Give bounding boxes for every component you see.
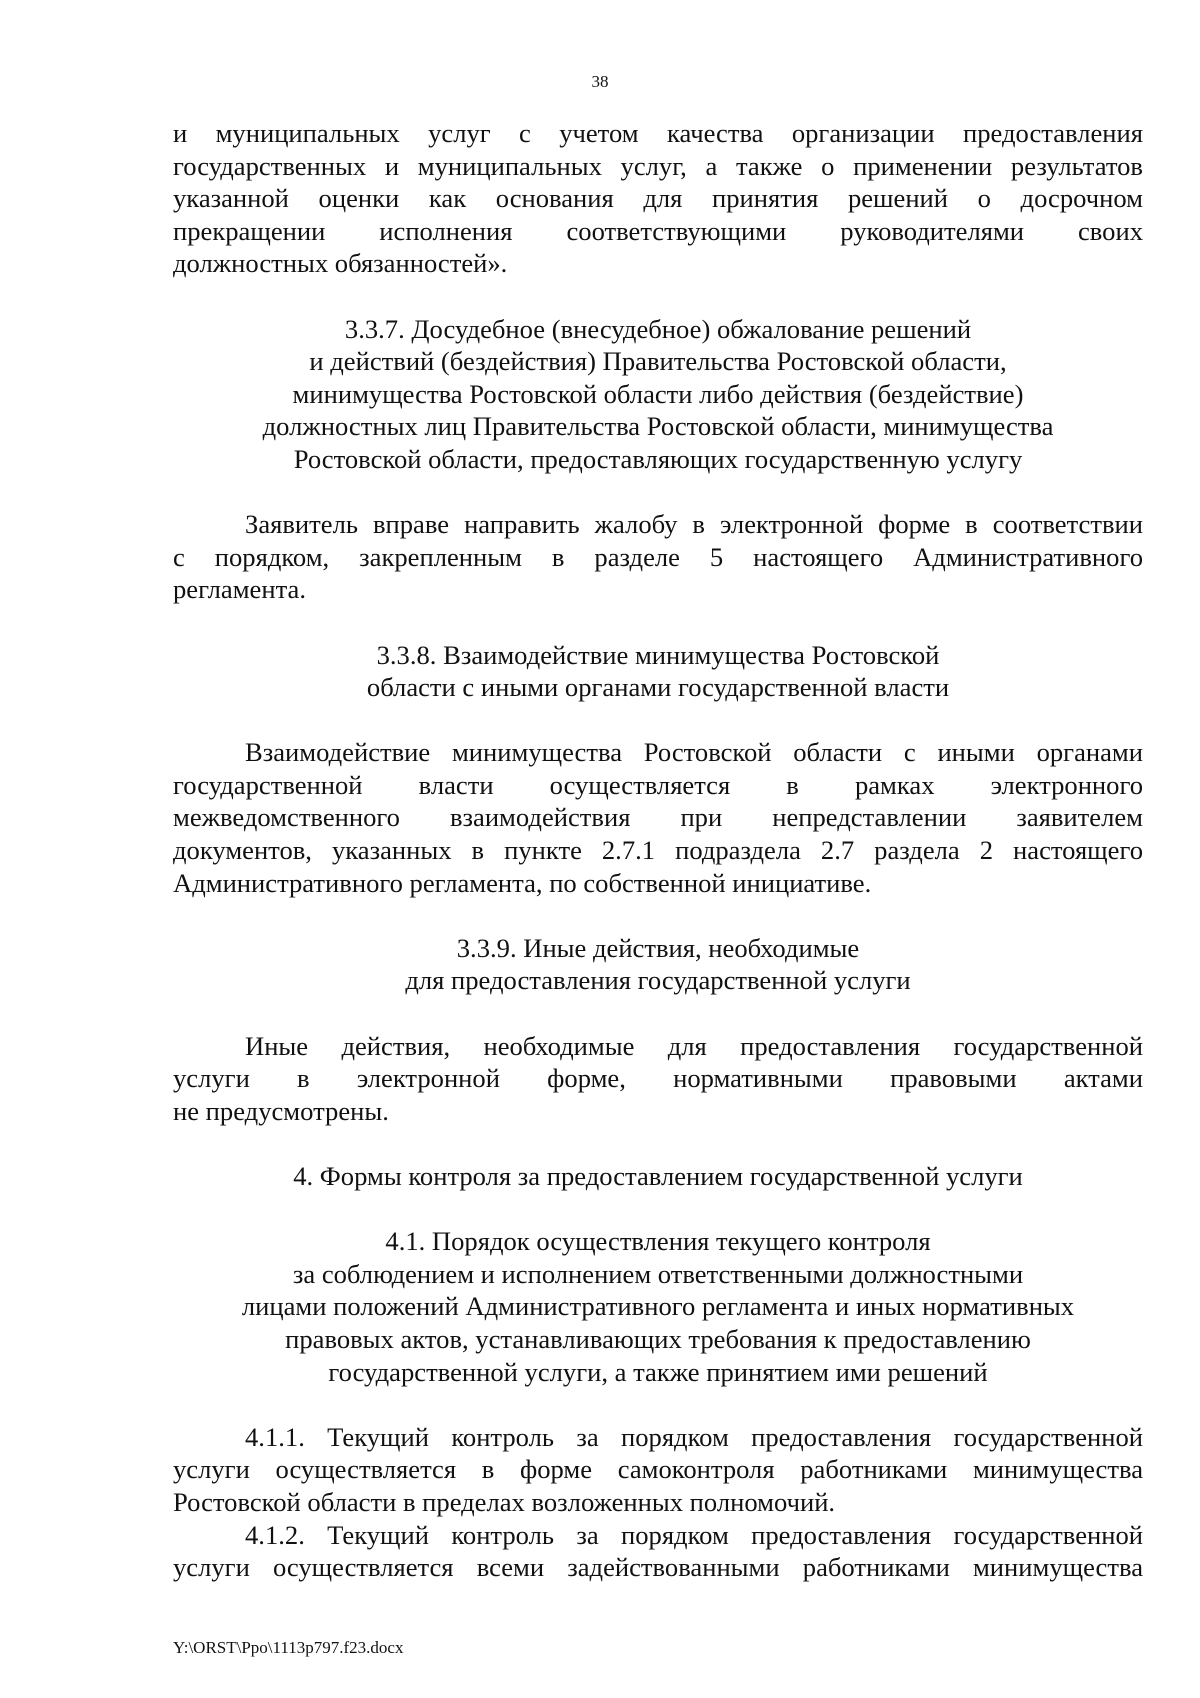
text-line: 4.1.2. Текущий контроль за порядком предоставления государственной	[245, 1519, 1143, 1550]
paragraph-4-1-2	[173, 1519, 1143, 1584]
heading-line: и действий (бездействия) Правительства Ростовской области,	[309, 346, 1007, 377]
paragraph-continuation	[173, 117, 1143, 280]
paragraph-other-actions	[173, 1030, 1143, 1128]
text-line: с порядком, закрепленным в разделе 5 настоящего Административного	[173, 541, 1143, 572]
heading-line: 3.3.8. Взаимодействие минимущества Ростовской	[376, 639, 940, 670]
text-line: регламента.	[173, 574, 306, 605]
heading-line: правовых актов, устанавливающих требования к предоставлению	[285, 1323, 1031, 1354]
text-line: Административного регламента, по собственной инициативе.	[173, 867, 872, 898]
paragraph-4-1-1	[173, 1421, 1143, 1519]
paragraph-complaint	[173, 508, 1143, 606]
paragraph-interaction	[173, 736, 1143, 899]
section-heading-3-3-7	[173, 313, 1143, 476]
text-line: документов, указанных в пункте 2.7.1 подраздела 2.7 раздела 2 настоящего	[173, 835, 1143, 866]
text-line: 4.1.1. Текущий контроль за порядком предоставления государственной	[245, 1421, 1143, 1452]
section-heading-3-3-9	[173, 932, 1143, 997]
text-line: услуги осуществляется в форме самоконтроля работниками минимущества	[173, 1454, 1143, 1485]
text-line: межведомственного взаимодействия при непредставлении заявителем	[173, 802, 1143, 833]
page-number: 38	[591, 72, 609, 91]
heading-line: за соблюдением и исполнением ответственными должностными	[292, 1258, 1024, 1289]
heading-line: должностных лиц Правительства Ростовской области, минимущества	[262, 411, 1054, 442]
heading-line: 3.3.9. Иные действия, необходимые	[456, 932, 860, 963]
text-line: услуги в электронной форме, нормативными правовыми актами	[173, 1063, 1143, 1094]
text-line: государственной власти осуществляется в рамках электронного	[173, 769, 1143, 800]
document-body	[173, 117, 1143, 1584]
file-path-footer: Y:\ORST\Ppo\1113p797.f23.docx	[173, 1638, 404, 1657]
text-line: Ростовской области в пределах возложенных полномочий.	[173, 1486, 836, 1517]
text-line: Взаимодействие минимущества Ростовской области с иными органами	[245, 737, 1143, 768]
heading-line: 3.3.7. Досудебное (внесудебное) обжалование решений	[344, 313, 972, 344]
section-heading-3-3-8	[173, 639, 1143, 704]
heading-line: государственной услуги, а также принятием ими решений	[328, 1356, 988, 1387]
heading-line: Ростовской области, предоставляющих государственную услугу	[293, 443, 1023, 474]
heading-line: области с иными органами государственной власти	[366, 672, 950, 703]
text-line: указанной оценки как основания для принятия решений о досрочном	[173, 183, 1143, 214]
text-line: Заявитель вправе направить жалобу в электронной форме в соответствии	[245, 509, 1143, 540]
text-line: Иные действия, необходимые для предоставления государственной	[245, 1030, 1143, 1061]
section-heading-4-1	[173, 1225, 1143, 1388]
heading-line: для предоставления государственной услуги	[405, 965, 911, 996]
section-heading-4	[173, 1160, 1143, 1193]
heading-line: 4. Формы контроля за предоставлением государственной услуги	[293, 1161, 1023, 1191]
text-line: государственных и муниципальных услуг, а также о применении результатов	[173, 150, 1143, 181]
text-line: прекращении исполнения соответствующими руководителями своих	[173, 215, 1143, 246]
text-line: и муниципальных услуг с учетом качества организации предоставления	[173, 118, 1143, 148]
heading-line: лицами положений Административного регламента и иных нормативных	[241, 1291, 1075, 1322]
text-line: услуги осуществляется всеми задействованными работниками минимущества	[173, 1552, 1143, 1583]
heading-line: 4.1. Порядок осуществления текущего контроля	[385, 1226, 931, 1257]
text-line: должностных обязанностей».	[173, 248, 508, 279]
text-line: не предусмотрены.	[173, 1095, 389, 1126]
heading-line: минимущества Ростовской области либо действия (бездействие)	[292, 378, 1024, 409]
